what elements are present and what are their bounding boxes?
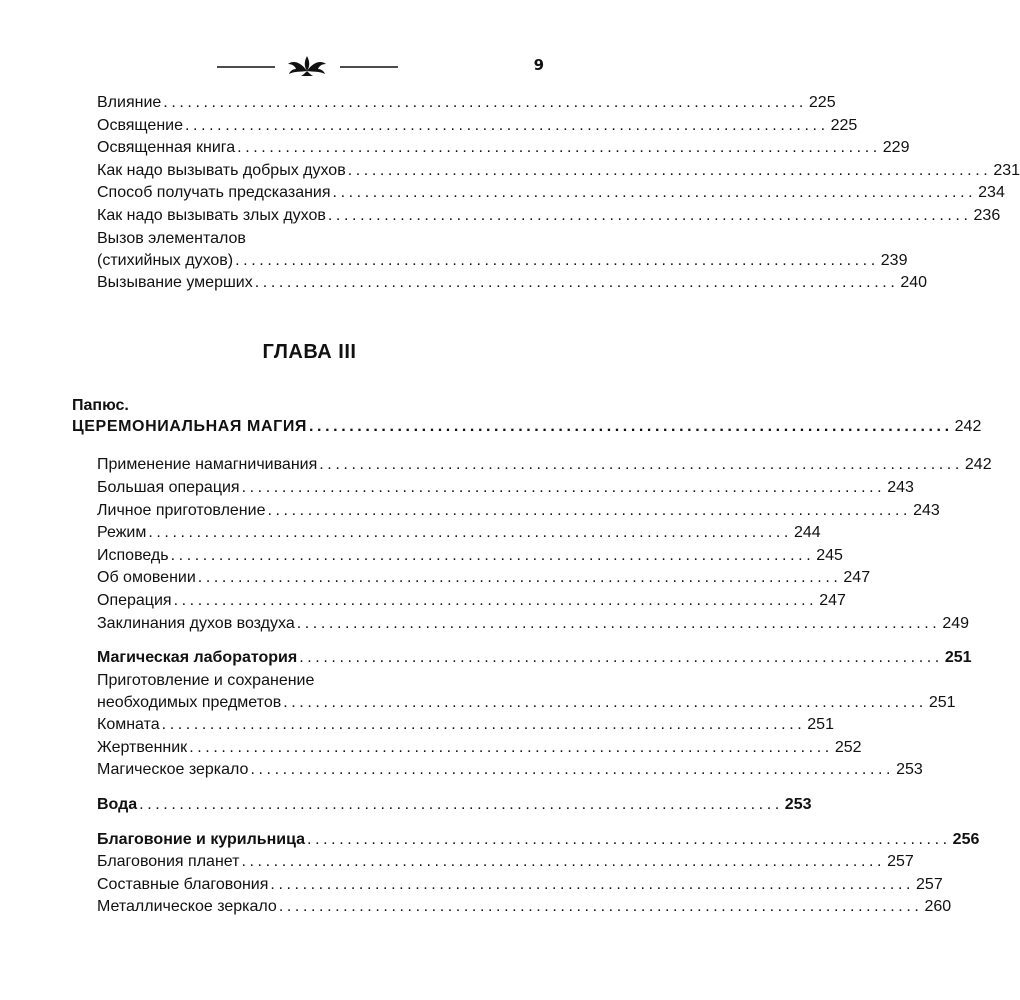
toc-entry: [72, 613, 970, 636]
toc-entry-title: Металлическое зеркало: [97, 898, 277, 916]
chapter-main-page: 242: [954, 417, 982, 435]
leader-dots: ................................................................................: [139, 796, 783, 814]
toc-entry-page: 260: [924, 898, 952, 916]
chapter-author: Папюс.: [72, 396, 129, 414]
toc-entry: [72, 160, 1020, 183]
leader-dots: ................................................................................: [161, 716, 806, 734]
toc-entry: [72, 590, 846, 613]
toc-entry-title: Об омовении: [97, 569, 196, 587]
toc-entry-title: Большая операция: [97, 478, 240, 496]
toc-entry-title-line2: необходимых предметов: [97, 693, 282, 711]
toc-section-heading: [72, 647, 972, 670]
toc-section-heading: [72, 794, 812, 817]
leader-dots: ................................................................................: [197, 569, 842, 587]
toc-entry-title: Жертвенник: [97, 738, 188, 756]
leader-dots: ................................................................................: [347, 161, 992, 179]
toc-entry-title: Освященная книга: [97, 139, 236, 157]
toc-entry: [72, 874, 943, 897]
page-number: 9: [533, 56, 544, 74]
toc-entry-multiline: [72, 670, 956, 715]
toc-entry: [72, 714, 834, 737]
toc-entry-title: Личное приготовление: [97, 501, 266, 519]
toc-entry-page: 234: [978, 184, 1005, 202]
leader-dots: ................................................................................: [237, 139, 881, 157]
toc-entry-page: 229: [882, 139, 910, 157]
toc-entry-page: 243: [887, 478, 914, 496]
toc-entry: [72, 182, 1005, 205]
chapter-heading: ГЛАВА III: [262, 340, 357, 363]
toc-section-title: Благовоние и курильница: [97, 830, 306, 848]
chapter-main-entry: [72, 416, 982, 439]
page-header: [0, 50, 619, 80]
leader-dots: ................................................................................: [235, 251, 879, 269]
leader-dots: ................................................................................: [307, 830, 951, 848]
toc-entry-title: Как надо вызывать злых духов: [97, 206, 326, 224]
toc-entry-title: Исповедь: [97, 546, 169, 564]
toc-section-title: Вода: [97, 796, 138, 814]
toc-entry: [72, 137, 910, 160]
toc-entry-page: 225: [830, 116, 858, 134]
leader-dots: ................................................................................: [241, 478, 886, 496]
toc-entry-page: 251: [807, 716, 834, 734]
leader-dots: ................................................................................: [250, 761, 895, 779]
leader-dots: ................................................................................: [189, 738, 833, 756]
leader-dots: ................................................................................: [309, 417, 953, 435]
toc-entry-title: Составные благовония: [97, 875, 269, 893]
leader-dots: ................................................................................: [299, 649, 943, 667]
toc-entry-page: 231: [993, 161, 1020, 179]
leader-dots: ................................................................................: [241, 853, 886, 871]
toc-section-heading: [72, 829, 980, 852]
leader-dots: ................................................................................: [163, 94, 807, 111]
toc-entry-page: 245: [816, 546, 843, 564]
toc-entry: [72, 115, 858, 138]
toc-entry-page: 247: [843, 569, 871, 587]
toc-entry-page: 249: [942, 614, 970, 632]
toc-entry-title: Операция: [97, 591, 172, 609]
leader-dots: ................................................................................: [327, 206, 972, 224]
toc-entry-title: Заклинания духов воздуха: [97, 614, 295, 632]
toc-entry: [72, 272, 928, 295]
toc-entry: [72, 737, 862, 760]
toc-entry: [72, 205, 1001, 228]
leader-dots: ................................................................................: [296, 614, 941, 632]
leader-dots: ................................................................................: [267, 501, 912, 519]
leader-dots: ................................................................................: [170, 546, 815, 564]
toc-entry: [72, 477, 914, 500]
leader-dots: ................................................................................: [148, 524, 792, 542]
toc-entry: [72, 896, 952, 919]
toc-entry-title-line1: Вызов элементалов: [97, 229, 246, 247]
toc-entry-title: Вызывание умерших: [97, 274, 253, 292]
toc-entry-page: 242: [964, 456, 992, 474]
toc-entry-title-line1: Приготовление и сохранение: [97, 671, 315, 689]
toc-entry-title: Комната: [97, 716, 160, 734]
toc-entry-title: Благовония планет: [97, 853, 240, 871]
toc-entry-multiline: [72, 228, 908, 273]
toc-entry: [72, 454, 992, 477]
fleuron-ornament-icon: [215, 54, 400, 78]
toc-entry-title: Как надо вызывать добрых духов: [97, 161, 346, 179]
toc-entry-title: Влияние: [97, 94, 162, 111]
toc-entry-title: Магическое зеркало: [97, 761, 249, 779]
toc-entry: [72, 545, 843, 568]
toc-section-page: 256: [952, 830, 980, 848]
toc-entry-page: 239: [880, 251, 908, 269]
leader-dots: ................................................................................: [332, 184, 977, 202]
toc-entry-page: 257: [916, 875, 943, 893]
leader-dots: ................................................................................: [270, 875, 915, 893]
toc-entry-page: 243: [913, 501, 940, 519]
leader-dots: ................................................................................: [173, 591, 818, 609]
leader-dots: ................................................................................: [283, 693, 927, 711]
leader-dots: ................................................................................: [254, 274, 899, 292]
toc-entry: [72, 851, 914, 874]
toc-section-title: Магическая лаборатория: [97, 649, 298, 667]
leader-dots: ................................................................................: [319, 456, 963, 474]
toc-entry: [72, 759, 923, 782]
toc-section-page: 251: [944, 649, 972, 667]
toc-section-page: 253: [784, 796, 812, 814]
toc-entry-page: 225: [808, 94, 836, 111]
toc-entry-page: 251: [928, 693, 956, 711]
table-of-contents: [72, 92, 1020, 919]
toc-entry: [72, 567, 871, 590]
toc-entry-page: 236: [973, 206, 1001, 224]
toc-entry-page: 253: [896, 761, 923, 779]
toc-entry-title: Режим: [97, 524, 147, 542]
toc-entry-title: Способ получать предсказания: [97, 184, 331, 202]
toc-entry: [72, 92, 836, 115]
chapter-main-title: ЦЕРЕМОНИАЛЬНАЯ МАГИЯ: [72, 417, 308, 435]
toc-entry-title: Применение намагничивания: [97, 456, 318, 474]
leader-dots: ................................................................................: [184, 116, 829, 134]
toc-entry: [72, 522, 821, 545]
toc-entry-title: Освящение: [97, 116, 183, 134]
toc-entry-page: 257: [887, 853, 914, 871]
toc-entry-page: 252: [834, 738, 862, 756]
leader-dots: ................................................................................: [278, 898, 923, 916]
toc-entry-page: 247: [819, 591, 846, 609]
toc-entry-title-line2: (стихийных духов): [97, 251, 234, 269]
toc-entry-page: 240: [900, 274, 928, 292]
toc-entry: [72, 500, 940, 523]
toc-entry-page: 244: [793, 524, 821, 542]
